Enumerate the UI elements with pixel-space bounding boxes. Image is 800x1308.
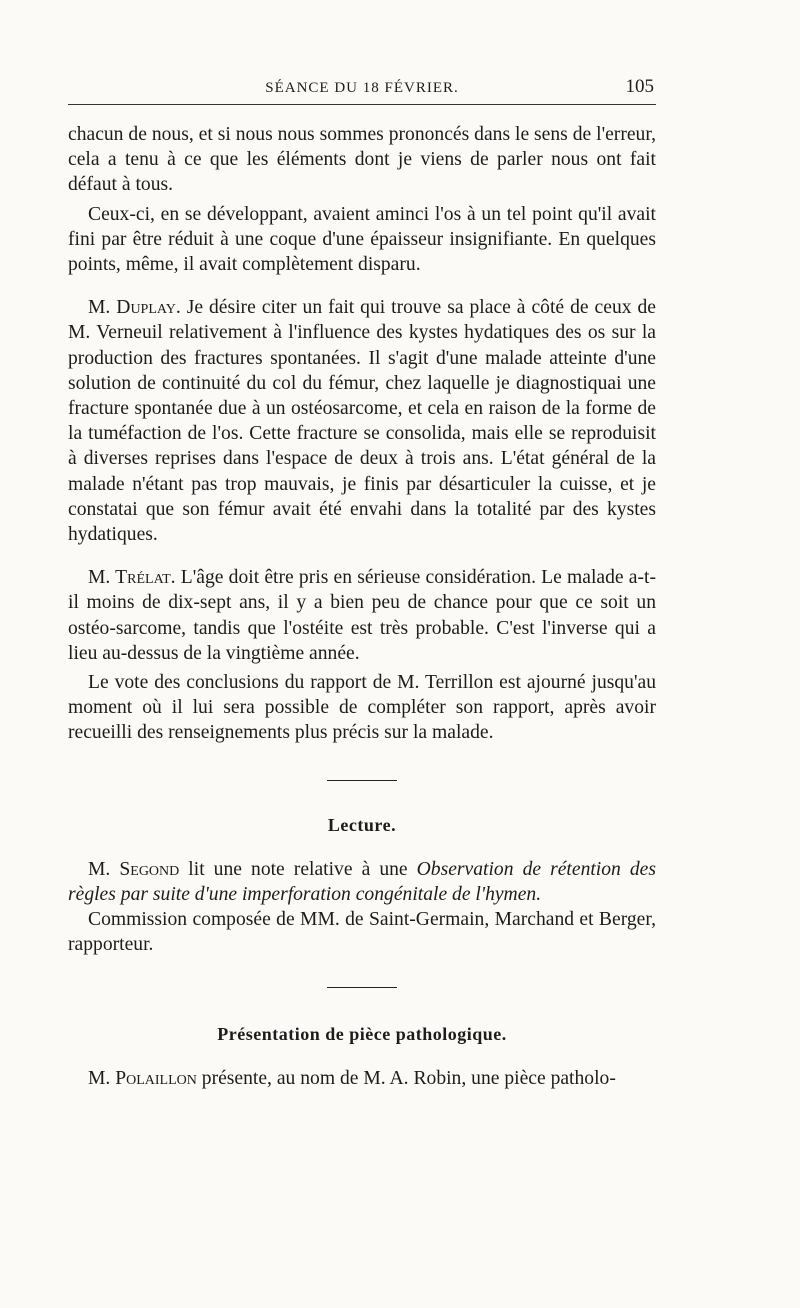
paragraph-segond: [68, 857, 656, 907]
duplay-text: Je désire citer un fait qui trouve sa place à côté de ceux de M. Verneuil relativement à l'influence des kystes hydatiques des os sur la production des fractures spontanées. Il s'agit d'une malade atteinte d'une solution de continuité du col du fémur, chez laquelle je diagnostiquai une fracture spontanée due à un ostéosarcome, et cela en raison de la forme de la tuméfaction de l'os. Cette fracture se consolida, mais elle se reproduisit à diverses reprises dans l'espace de deux à trois ans. L'état général de la malade n'étant pas trop mauvais, je finis par désarticuler la cuisse, et je constatai que son fémur avait été envahi dans la totalité par des kystes hydatiques.: [68, 297, 656, 546]
header-title: SÉANCE DU 18 FÉVRIER.: [265, 80, 459, 96]
observation-title: Observation de rétention des règles par suite d'une imperforation congénitale de l'hymen.: [68, 858, 657, 905]
paragraph-polaillon: [68, 1066, 656, 1091]
speaker-trelat: M. Trélat.: [88, 567, 176, 589]
paragraph-commission: Commission composée de MM. de Saint-Germain, Marchand et Berger, rapporteur.: [68, 909, 656, 956]
paragraph-trelat: [68, 565, 656, 666]
paragraph-duplay: [68, 295, 656, 547]
polaillon-text: présente, au nom de M. A. Robin, une pièce patholo-: [196, 1068, 616, 1090]
page-number: 105: [625, 76, 654, 97]
body-text: [68, 122, 656, 1092]
speaker-polaillon: M. Polaillon: [88, 1068, 197, 1090]
trelat-text: L'âge doit être pris en sérieuse considération. Le malade a-t-il moins de dix-sept ans, il y a bien peu de chance pour que ce soit un ostéo-sarcome, tandis que l'ostéite est très probable. C'est l'inverse qui a lieu au-dessus de la vingtième année.: [68, 567, 656, 664]
speaker-segond: M. Segond: [88, 858, 180, 880]
paragraph-2: Ceux-ci, en se développant, avaient aminci l'os à un tel point qu'il avait fini par être réduit à une coque d'une épaisseur insignifiante. En quelques points, même, il avait complètement disparu.: [68, 203, 656, 276]
speaker-duplay: M. Duplay.: [88, 297, 181, 319]
header-rule: [68, 104, 656, 105]
paragraph-vote: Le vote des conclusions du rapport de M. Terrillon est ajourné jusqu'au moment où il lui sera possible de compléter son rapport, après avoir recueilli des renseignements plus précis sur la malade.: [68, 672, 656, 744]
heading-lecture: Lecture.: [327, 814, 397, 835]
paragraph-1: chacun de nous, et si nous nous sommes prononcés dans le sens de l'erreur, cela a tenu à ce que les éléments dont je viens de parler nous ont fait défaut à tous.: [68, 124, 656, 196]
heading-presentation: Présentation de pièce pathologique.: [217, 1024, 507, 1045]
running-header: [68, 76, 656, 100]
segond-text: lit une note relative à une: [179, 858, 417, 880]
